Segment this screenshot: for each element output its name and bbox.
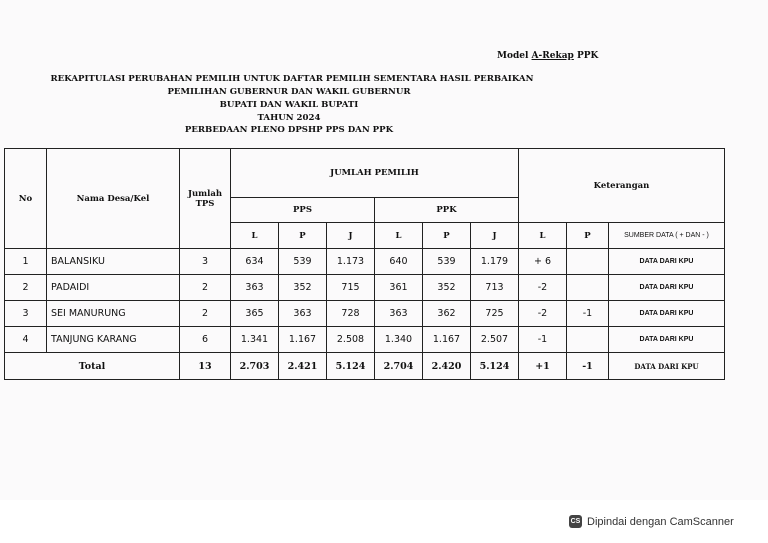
row-sumber: DATA DARI KPU — [609, 249, 725, 275]
header-pps-j: J — [327, 223, 375, 249]
header-ket-p: P — [567, 223, 609, 249]
total-sumber: DATA DARI KPU — [609, 353, 725, 380]
row-pps-p: 363 — [279, 301, 327, 327]
row-nama: BALANSIKU — [47, 249, 180, 275]
total-ket-l: +1 — [519, 353, 567, 380]
row-nama: TANJUNG KARANG — [47, 327, 180, 353]
table-row — [5, 327, 725, 353]
header-ppk: PPK — [375, 198, 519, 223]
header-ket-l: L — [519, 223, 567, 249]
row-ket-p — [567, 249, 609, 275]
row-ppk-j: 1.179 — [471, 249, 519, 275]
total-pps-l: 2.703 — [231, 353, 279, 380]
row-pps-j: 1.173 — [327, 249, 375, 275]
row-ket-l: -2 — [519, 301, 567, 327]
title-line-2: PEMILIHAN GUBERNUR DAN WAKIL GUBERNUR — [167, 87, 411, 97]
row-ket-p — [567, 327, 609, 353]
row-ket-p: -1 — [567, 301, 609, 327]
table-row — [5, 275, 725, 301]
row-no: 2 — [5, 275, 47, 301]
row-tps: 2 — [180, 275, 231, 301]
recap-table — [4, 148, 725, 380]
row-pps-l: 1.341 — [231, 327, 279, 353]
total-tps: 13 — [180, 353, 231, 380]
row-ppk-l: 1.340 — [375, 327, 423, 353]
row-tps: 6 — [180, 327, 231, 353]
row-tps: 2 — [180, 301, 231, 327]
row-pps-j: 715 — [327, 275, 375, 301]
row-ppk-p: 362 — [423, 301, 471, 327]
header-ppk-p: P — [423, 223, 471, 249]
row-ket-l: -1 — [519, 327, 567, 353]
total-pps-p: 2.421 — [279, 353, 327, 380]
row-pps-l: 634 — [231, 249, 279, 275]
total-row — [5, 353, 725, 380]
camscanner-text: Dipindai dengan CamScanner — [587, 515, 734, 528]
row-pps-j: 728 — [327, 301, 375, 327]
total-pps-j: 5.124 — [327, 353, 375, 380]
row-sumber: DATA DARI KPU — [609, 327, 725, 353]
total-ppk-p: 2.420 — [423, 353, 471, 380]
row-ppk-j: 725 — [471, 301, 519, 327]
row-ppk-p: 539 — [423, 249, 471, 275]
header-keterangan: Keterangan — [519, 149, 725, 223]
header-pps-l: L — [231, 223, 279, 249]
header-no: No — [5, 149, 47, 249]
header-pps-p: P — [279, 223, 327, 249]
row-pps-p: 352 — [279, 275, 327, 301]
header-jumlah-tps: Jumlah TPS — [180, 149, 231, 249]
row-no: 4 — [5, 327, 47, 353]
row-ket-p — [567, 275, 609, 301]
row-ket-l: -2 — [519, 275, 567, 301]
title-line-3: BUPATI DAN WAKIL BUPATI — [219, 100, 359, 110]
row-ppk-p: 352 — [423, 275, 471, 301]
row-ppk-j: 713 — [471, 275, 519, 301]
row-pps-l: 363 — [231, 275, 279, 301]
row-sumber: DATA DARI KPU — [609, 275, 725, 301]
row-pps-l: 365 — [231, 301, 279, 327]
row-ppk-l: 363 — [375, 301, 423, 327]
camscanner-watermark — [569, 515, 734, 528]
header-ppk-j: J — [471, 223, 519, 249]
header-ppk-l: L — [375, 223, 423, 249]
title-line-5: PERBEDAAN PLENO DPSHP PPS DAN PPK — [184, 125, 394, 135]
model-label: Model A-Rekap PPK — [497, 51, 599, 61]
row-pps-p: 539 — [279, 249, 327, 275]
row-no: 3 — [5, 301, 47, 327]
title-line-1: REKAPITULASI PERUBAHAN PEMILIH UNTUK DAFTAR PEMILIH SEMENTARA HASIL PERBAIKAN — [50, 74, 534, 84]
total-ket-p: -1 — [567, 353, 609, 380]
total-ppk-l: 2.704 — [375, 353, 423, 380]
row-nama: PADAIDI — [47, 275, 180, 301]
row-pps-j: 2.508 — [327, 327, 375, 353]
row-ppk-l: 361 — [375, 275, 423, 301]
row-sumber: DATA DARI KPU — [609, 301, 725, 327]
row-nama: SEI MANURUNG — [47, 301, 180, 327]
title-line-4: TAHUN 2024 — [257, 113, 321, 123]
total-label: Total — [5, 353, 180, 380]
row-ppk-j: 2.507 — [471, 327, 519, 353]
row-ppk-l: 640 — [375, 249, 423, 275]
table-row — [5, 249, 725, 275]
row-tps: 3 — [180, 249, 231, 275]
header-nama: Nama Desa/Kel — [47, 149, 180, 249]
header-pps: PPS — [231, 198, 375, 223]
header-jumlah-pemilih: JUMLAH PEMILIH — [231, 149, 519, 198]
row-pps-p: 1.167 — [279, 327, 327, 353]
row-no: 1 — [5, 249, 47, 275]
row-ket-l: + 6 — [519, 249, 567, 275]
total-ppk-j: 5.124 — [471, 353, 519, 380]
row-ppk-p: 1.167 — [423, 327, 471, 353]
table-row — [5, 301, 725, 327]
camscanner-icon: CS — [569, 515, 582, 528]
header-sumber: SUMBER DATA ( + DAN - ) — [609, 223, 725, 249]
